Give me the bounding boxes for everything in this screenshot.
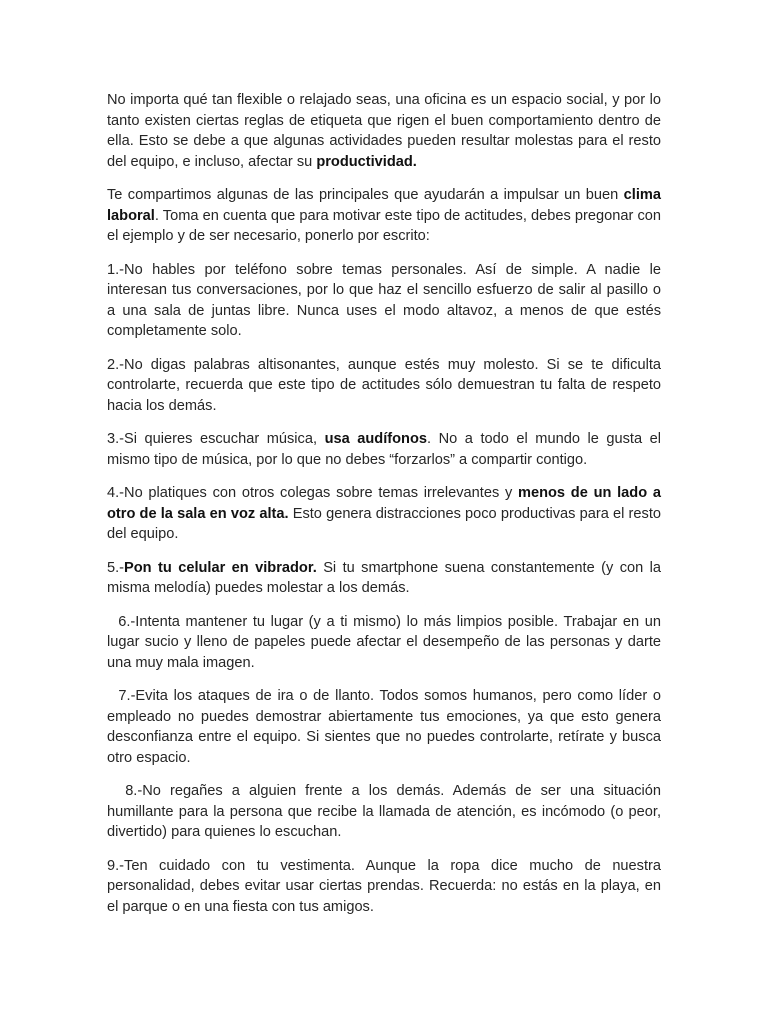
text-segment: Te compartimos algunas de las principales que ayudarán a impulsar un buen — [107, 187, 624, 203]
text-segment: Esto genera distracciones poco productivas para el resto del equipo. — [107, 505, 661, 542]
text-segment: . Toma en cuenta que para motivar este tipo de actitudes, debes pregonar con el ejemplo y de ser necesario, ponerlo por escrito: — [107, 207, 661, 244]
bold-text-celular-vibrador: Pon tu celular en vibrador. — [124, 559, 317, 576]
list-item-4 — [107, 483, 661, 545]
text-segment: . No a todo el mundo le gusta el mismo tipo de música, por lo que no debes “forzarlos” a compartir contigo. — [107, 431, 661, 468]
list-item-9 — [107, 856, 661, 918]
document-body — [107, 90, 661, 930]
text-segment: 8.-No regañes a alguien frente a los demás. Además de ser una situación humillante para la persona que recibe la llamada de atención, es incómodo (o peor, divertido) para quienes lo escuchan. — [107, 783, 661, 840]
list-item-5 — [107, 558, 661, 599]
list-item-7 — [107, 686, 661, 768]
text-segment: Si tu smartphone suena constantemente (y con la misma melodía) puedes molestar a los demás. — [107, 559, 662, 596]
bold-text-usa-audifonos: usa audífonos — [324, 431, 427, 447]
text-segment: 2.-No digas palabras altisonantes, aunque estés muy molesto. Si se te dificulta controlarte, recuerda que este tipo de actitudes sólo demuestran tu falta de respeto hacia los demás. — [107, 356, 661, 414]
list-item-3 — [107, 429, 661, 470]
text-segment: 6.-Intenta mantener tu lugar (y a ti mismo) lo más limpios posible. Trabajar en un lugar sucio y lleno de papeles puede afectar el desempeño de las personas y darte una muy mala imagen. — [107, 613, 661, 671]
list-item-1 — [107, 260, 661, 342]
text-segment: 9.-Ten cuidado con tu vestimenta. Aunque la ropa dice mucho de nuestra personalidad, debes evitar usar ciertas prendas. Recuerda: no estás en la playa, en el parque o en una fiesta con tus amigos. — [107, 857, 661, 915]
text-segment: 3.-Si quieres escuchar música, — [107, 431, 325, 447]
bold-text-clima-laboral: clima laboral — [107, 187, 661, 224]
list-item-8 — [107, 781, 661, 843]
bold-text-voz-alta: menos de un lado a otro de la sala en voz alta. — [107, 485, 661, 522]
list-item-2 — [107, 355, 661, 417]
bold-text-productividad: productividad. — [316, 153, 417, 170]
list-item-6 — [107, 612, 661, 674]
text-segment: 5.- — [107, 559, 125, 576]
text-segment: 7.-Evita los ataques de ira o de llanto. Todos somos humanos, pero como líder o empleado no puedes demostrar abiertamente tus emociones, ya que esto genera desconfianza entre el equipo. Si sientes que no puedes controlarte, retírate y busca otro espacio. — [107, 688, 662, 766]
paragraph-intro — [107, 90, 661, 172]
text-segment: 4.-No platiques con otros colegas sobre temas irrelevantes y — [107, 485, 519, 501]
text-segment: No importa qué tan flexible o relajado seas, una oficina es un espacio social, y por lo tanto existen ciertas reglas de etiqueta que rigen el buen comportamiento dentro de ella. Esto se debe a que algunas actividades pueden resultar molestas para el resto del equipo, e incluso, afectar su — [107, 92, 661, 170]
text-segment: 1.-No hables por teléfono sobre temas personales. Así de simple. A nadie le interesan tus conversaciones, por lo que haz el sencillo esfuerzo de salir al pasillo o a una sala de juntas libre. Nunca uses el modo altavoz, a menos de que estés completamente solo. — [107, 261, 661, 339]
paragraph-overview — [107, 185, 661, 247]
